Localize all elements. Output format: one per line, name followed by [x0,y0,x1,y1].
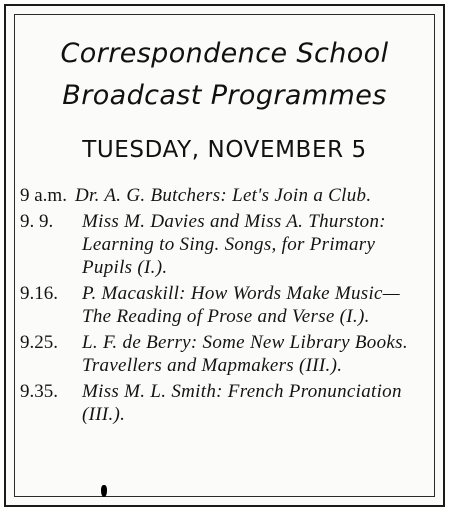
programme-description: P. Macaskill: How Words Make Music—The Reading of Prose and Verse (I.). [82,283,400,327]
programme-entry [20,380,413,426]
heading-line-2: Broadcast Programmes [62,80,387,111]
programme-entry [20,331,413,377]
ink-blot-mark [101,485,107,497]
programme-time: 9. 9. [20,211,54,232]
programme-entry [20,184,413,207]
notice-outer-border [4,4,445,507]
programme-description: L. F. de Berry: Some New Library Books. Travellers and Mapmakers (III.). [82,332,408,376]
programme-time: 9.35. [20,381,58,402]
programme-time: 9.25. [20,332,58,353]
programme-description: Miss M. L. Smith: French Pronunciation (III.). [82,381,402,425]
programme-time: 9 a.m. [20,185,67,206]
programme-description: Dr. A. G. Butchers: Let's Join a Club. [74,185,372,206]
programme-description: Miss M. Davies and Miss A. Thurston: Learning to Sing. Songs, for Primary Pupils (I.). [82,211,386,278]
broadcast-date: TUESDAY, NOVEMBER 5 [82,137,367,163]
programme-entry [20,210,413,279]
programme-entry [20,282,413,328]
programme-time: 9.16. [20,283,58,304]
heading-line-1: Correspondence School [60,38,389,69]
programme-list [20,184,413,429]
